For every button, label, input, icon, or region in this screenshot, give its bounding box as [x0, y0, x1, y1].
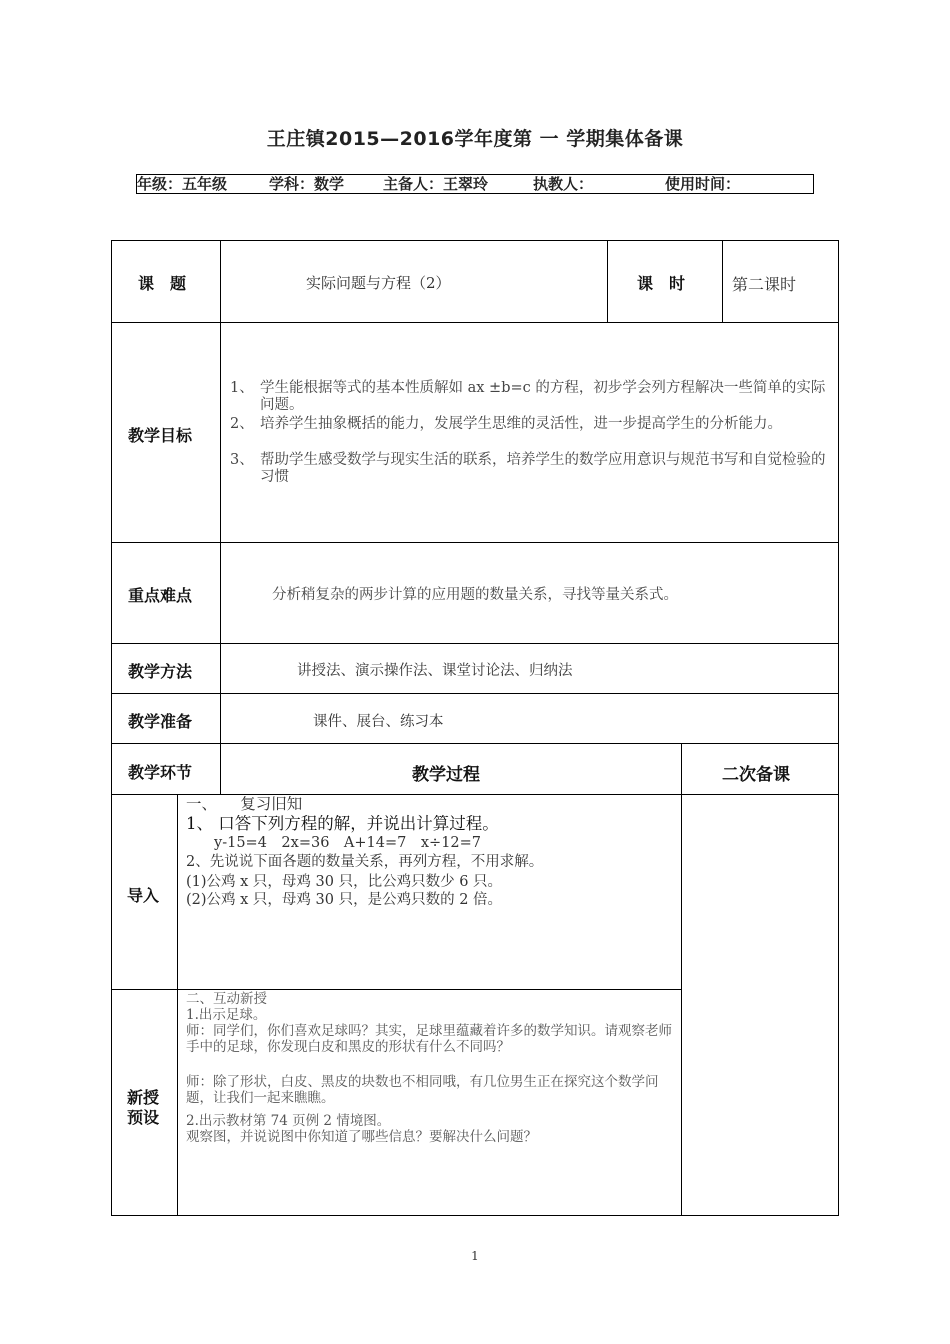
- goal-number: 2、: [230, 416, 254, 432]
- method-label: 教学方法: [128, 662, 193, 681]
- prep-value: 课件、展台、练习本: [313, 714, 444, 730]
- page-title: 王庄镇2015—2016学年度第 一 学期集体备课: [266, 128, 684, 150]
- topic-label: 课 题: [138, 274, 187, 293]
- info-bar: [136, 174, 814, 194]
- goal-text: 学生能根据等式的基本性质解如 ax ±b=c 的方程，初步学会列方程解决一些简单的实际问题。: [260, 380, 826, 413]
- second-prep-header: 二次备课: [722, 765, 790, 785]
- col-divider: [177, 794, 178, 1216]
- goal-number: 1、: [230, 380, 254, 396]
- goal-text: 培养学生抽象概括的能力，发展学生思维的灵活性，进一步提高学生的分析能力。: [260, 416, 782, 432]
- new-lesson-line: 2.出示教材第 74 页例 2 情境图。: [186, 1113, 391, 1129]
- new-lesson-label: 新授: [127, 1088, 160, 1107]
- period-value: 第二课时: [732, 275, 797, 294]
- key-points-value: 分析稍复杂的两步计算的应用题的数量关系，寻找等量关系式。: [272, 587, 678, 603]
- new-lesson-line: 师：除了形状，白皮、黑皮的块数也不相同哦，有几位男生正在探究这个数学问题，让我们一起来瞧瞧。: [186, 1074, 659, 1106]
- new-lesson-line: 师：同学们，你们喜欢足球吗？其实，足球里蕴藏着许多的数学知识。请观察老师手中的足球，你发现白皮和黑皮的形状有什么不同吗？: [186, 1023, 672, 1055]
- intro-line: y-15=4 2x=36 A+14=7 x÷12=7: [214, 835, 482, 851]
- process-header: 教学过程: [412, 765, 480, 785]
- goal-number: 3、: [230, 452, 254, 468]
- topic-value: 实际问题与方程（2）: [306, 274, 451, 292]
- col-divider: [722, 240, 723, 322]
- intro-line: 一、 复习旧知: [186, 795, 303, 813]
- row-divider: [111, 989, 681, 990]
- new-lesson-line: 1.出示足球。: [186, 1007, 267, 1023]
- prep-label: 教学准备: [128, 712, 193, 731]
- grade-field: 年级：五年级: [137, 175, 228, 193]
- preset-label: 预设: [127, 1108, 160, 1127]
- subject-field: 学科：数学: [269, 175, 345, 193]
- intro-label: 导入: [127, 886, 160, 905]
- intro-line: 2、先说说下面各题的数量关系，再列方程，不用求解。: [186, 854, 544, 870]
- page-number: 1: [471, 1249, 479, 1263]
- stage-header: 教学环节: [128, 763, 193, 782]
- goal-item-2: [230, 416, 834, 433]
- goal-item-3: [230, 452, 834, 486]
- period-label: 课 时: [637, 274, 686, 293]
- goal-text: 帮助学生感受数学与现实生活的联系，培养学生的数学应用意识与规范书写和自觉检验的习惯: [260, 452, 826, 485]
- key-points-label: 重点难点: [128, 586, 193, 605]
- new-lesson-line: 二、互动新授: [186, 991, 267, 1007]
- time-field: 使用时间：: [665, 175, 741, 193]
- col-divider: [607, 240, 608, 322]
- teacher-field: 执教人：: [533, 175, 594, 193]
- intro-line: 1、 口答下列方程的解，并说出计算过程。: [186, 814, 499, 833]
- col-divider: [220, 240, 221, 794]
- goals-label: 教学目标: [128, 426, 193, 445]
- new-lesson-line: 观察图，并说说图中你知道了哪些信息？要解决什么问题？: [186, 1129, 537, 1145]
- col-divider: [681, 743, 682, 1216]
- intro-line: (1)公鸡 x 只，母鸡 30 只，比公鸡只数少 6 只。: [186, 874, 503, 890]
- intro-line: (2)公鸡 x 只，母鸡 30 只，是公鸡只数的 2 倍。: [186, 892, 503, 908]
- preparer-field: 主备人：王翠玲: [383, 175, 489, 193]
- method-value: 讲授法、演示操作法、课堂讨论法、归纳法: [297, 663, 573, 679]
- goal-item-1: [230, 380, 834, 414]
